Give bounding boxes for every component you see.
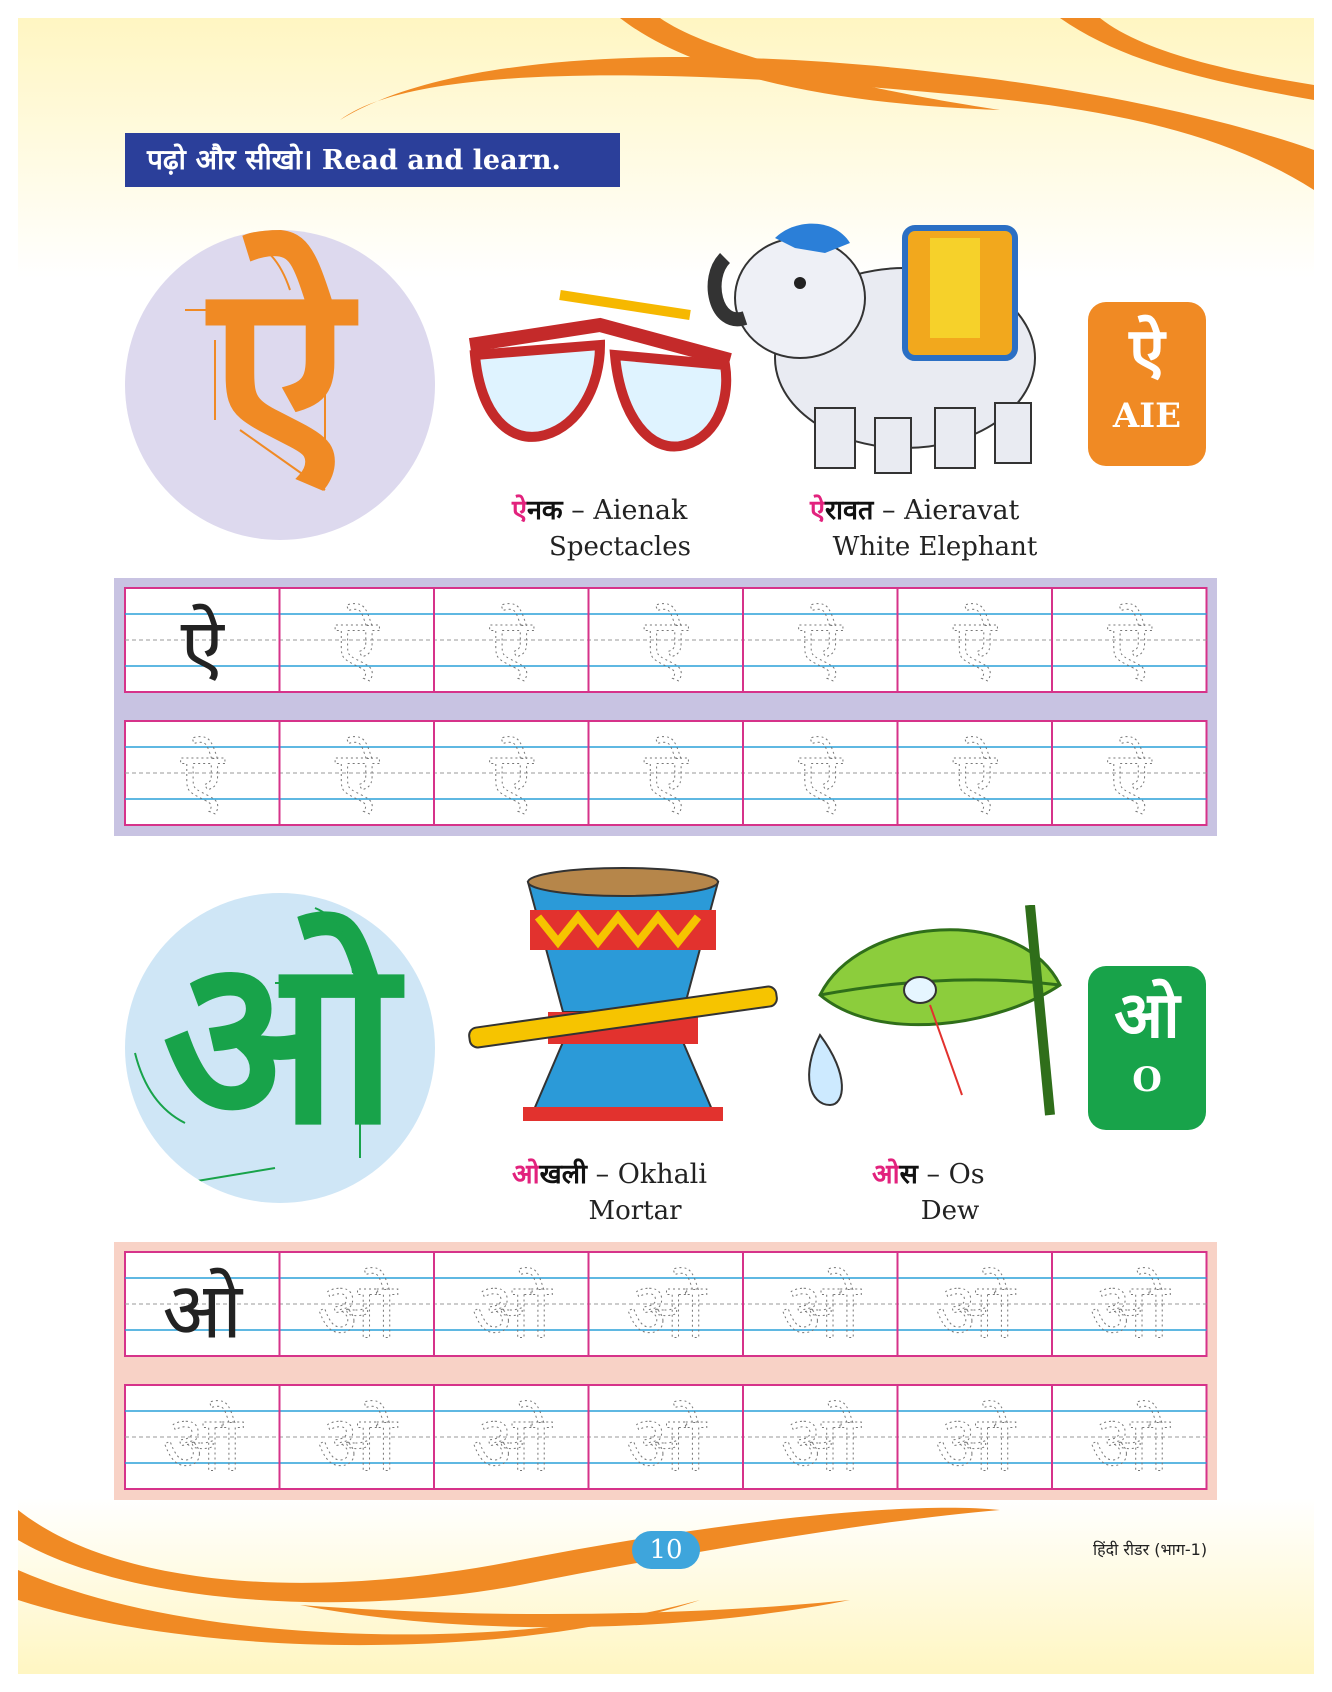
practice-area-o xyxy=(114,1242,1217,1500)
practice-letter-dotted: ऐ xyxy=(180,735,224,826)
badge-roman-o: O xyxy=(1132,1060,1162,1100)
practice-letter-dotted: ओ xyxy=(471,1399,552,1490)
practice-letter-dotted: ऐ xyxy=(489,735,533,826)
word-os xyxy=(872,1154,985,1191)
badge-letter-ai: ऐ xyxy=(1129,315,1165,389)
practice-letter-dotted: ऐ xyxy=(644,735,688,826)
word-okhali-rest: खली xyxy=(539,1159,588,1190)
practice-letter-dotted: ओ xyxy=(625,1399,706,1490)
practice-letter-solid: ऐ xyxy=(180,602,224,693)
word-os-first: ओ xyxy=(872,1159,900,1190)
letter-badge-o xyxy=(1088,966,1206,1130)
practice-grid xyxy=(114,1242,1217,1500)
word-aienak-rest: नक xyxy=(526,495,563,526)
letter-circle-ai xyxy=(125,230,435,540)
mortar-image xyxy=(468,862,788,1132)
practice-letter-dotted: ओ xyxy=(1089,1266,1170,1357)
heading-english: Read and learn. xyxy=(321,145,561,176)
heading-hindi: पढ़ो और सीखो। xyxy=(147,143,313,176)
word-okhali-first: ओ xyxy=(512,1159,540,1190)
word-okhali-roman: Okhali xyxy=(617,1159,707,1190)
practice-letter-dotted: ओ xyxy=(162,1399,243,1490)
word-aienak xyxy=(512,490,687,527)
stroke-arrows-ai xyxy=(125,230,435,540)
practice-letter-dotted: ऐ xyxy=(489,602,533,693)
meaning-white-elephant: White Elephant xyxy=(832,532,1038,562)
practice-letter-dotted: ऐ xyxy=(953,602,997,693)
word-aienak-roman: Aienak xyxy=(593,495,688,526)
practice-letter-dotted: ऐ xyxy=(335,602,379,693)
practice-letter-solid: ओ xyxy=(162,1266,243,1357)
big-letter-o: ओ xyxy=(162,909,398,1176)
practice-letter-dotted: ओ xyxy=(780,1266,861,1357)
word-aieravat-rest: रावत xyxy=(824,495,874,526)
word-aieravat-dash: – xyxy=(881,495,896,526)
practice-grid xyxy=(114,578,1217,836)
elephant-image xyxy=(705,208,1085,478)
word-os-rest: स xyxy=(899,1159,918,1190)
bottom-orange-swoosh xyxy=(0,1480,1332,1692)
word-aienak-dash: – xyxy=(571,495,585,526)
word-aieravat-first: ऐ xyxy=(810,495,825,526)
big-letter-ai: ऐ xyxy=(209,230,351,523)
practice-letter-dotted: ऐ xyxy=(335,735,379,826)
badge-letter-o: ओ xyxy=(1114,979,1180,1053)
practice-letter-dotted: ऐ xyxy=(798,602,842,693)
meaning-dew: Dew xyxy=(920,1196,980,1226)
meaning-mortar: Mortar xyxy=(588,1196,682,1226)
practice-letter-dotted: ओ xyxy=(316,1266,397,1357)
badge-roman-ai: AIE xyxy=(1112,396,1182,436)
letter-badge-ai xyxy=(1088,302,1206,466)
footer-book-title: हिंदी रीडर (भाग-1) xyxy=(1093,1540,1208,1559)
practice-letter-dotted: ओ xyxy=(934,1266,1015,1357)
practice-letter-dotted: ऐ xyxy=(798,735,842,826)
letter-circle-o xyxy=(125,893,435,1203)
page-heading xyxy=(125,133,620,187)
practice-letter-dotted: ऐ xyxy=(1107,602,1151,693)
page-number: 10 xyxy=(632,1531,700,1569)
practice-letter-dotted: ऐ xyxy=(953,735,997,826)
practice-letter-dotted: ओ xyxy=(316,1399,397,1490)
practice-letter-dotted: ऐ xyxy=(1107,735,1151,826)
dew-leaf-image xyxy=(800,905,1070,1125)
spectacles-image xyxy=(450,285,740,475)
practice-letter-dotted: ओ xyxy=(1089,1399,1170,1490)
practice-letter-dotted: ऐ xyxy=(644,602,688,693)
practice-letter-dotted: ओ xyxy=(471,1266,552,1357)
word-aieravat xyxy=(810,490,1019,527)
word-aienak-first: ऐ xyxy=(512,495,527,526)
practice-letter-dotted: ओ xyxy=(934,1399,1015,1490)
practice-letter-dotted: ओ xyxy=(780,1399,861,1490)
word-okhali-dash: – xyxy=(595,1159,610,1190)
word-os-roman: Os xyxy=(948,1159,985,1190)
word-aieravat-roman: Aieravat xyxy=(904,495,1020,526)
practice-area-ai xyxy=(114,578,1217,836)
word-okhali xyxy=(512,1154,707,1191)
word-os-dash: – xyxy=(926,1159,940,1190)
meaning-spectacles: Spectacles xyxy=(549,532,691,562)
practice-letter-dotted: ओ xyxy=(625,1266,706,1357)
stroke-arrows-o xyxy=(125,893,435,1203)
